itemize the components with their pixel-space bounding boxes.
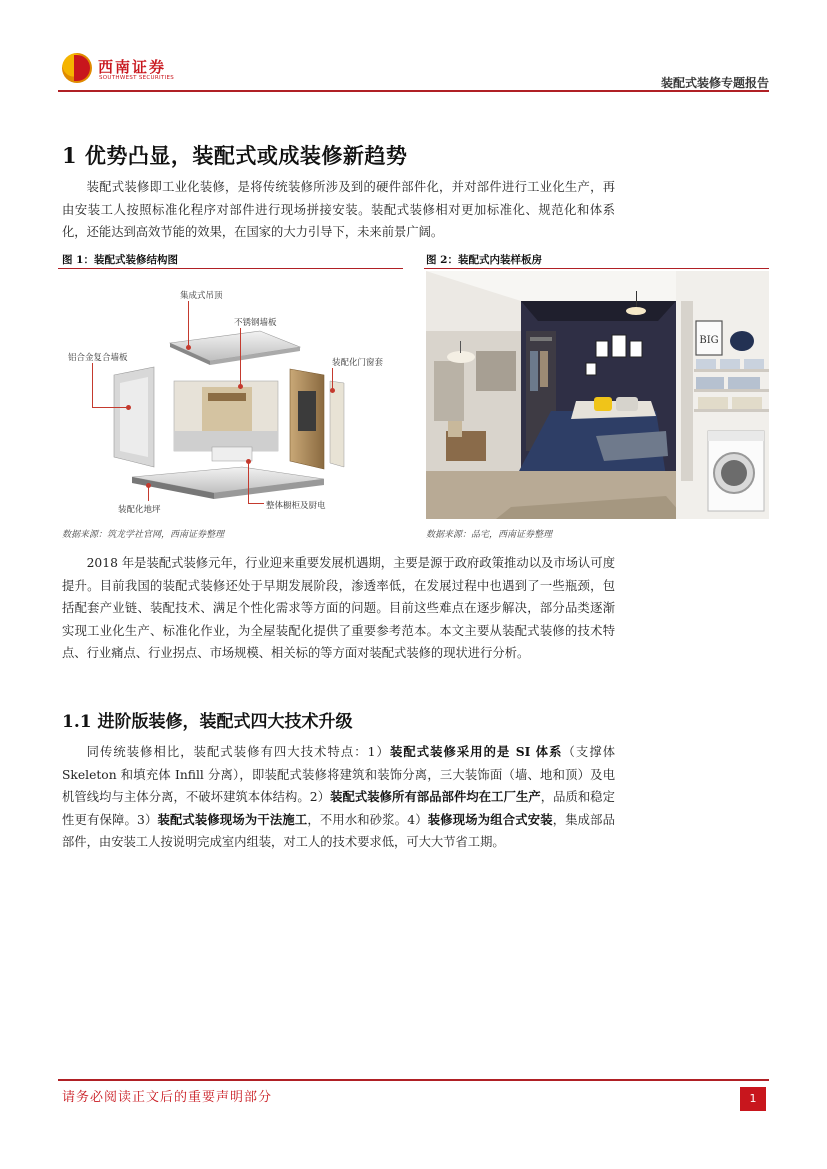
footer-divider (58, 1079, 769, 1081)
figure2-rule (424, 268, 769, 269)
tech-text: 同传统装修相比，装配式装修有四大技术特点：1）装配式装修采用的是 SI 体系（支撑体 Skeleton 和填充体 Infill 分离），即装配式装修将建筑和装饰分离，三大装饰面（墙、地和顶）及电机管线均与主体分离，不破坏建筑本体结构。2）装配式装修所有部品部件均在工厂生产，品质和稳定性更有保障。3）装配式装修现场为干法施工，不用水和砂浆。4）装修现场为组合式安装，集成部品部件，由安装工人按说明完成室内组装，对工人的技术要求低，可大大节省工期。 (62, 744, 615, 850)
figure1-source: 数据来源：筑龙学社官网，西南证券整理 (62, 530, 225, 540)
figure1-title: 图 1：装配式装修结构图 (62, 254, 178, 266)
figure1-diagram (62, 271, 402, 519)
disclaimer-notice: 请务必阅读正文后的重要声明部分 (62, 1090, 273, 1105)
intro-text: 装配式装修即工业化装修，是将传统装修所涉及到的硬件部件化，并对部件进行工业化生产，再由安装工人按照标准化程序对部件进行现场拼接安装。装配式装修相对更加标准化、规范化和体系化，还能达到高效节能的效果，在国家的大力引导下，未来前景广阔。 (62, 180, 615, 240)
intro-paragraph (62, 176, 615, 244)
figure1-rule (58, 268, 403, 269)
label-floor: 装配化地坪 (118, 505, 161, 515)
body-paragraph (62, 552, 615, 665)
company-logo-icon (62, 53, 92, 83)
subsection-heading: 1.1 进阶版装修，装配式四大技术升级 (62, 712, 353, 732)
svg-text:BIG: BIG (699, 335, 719, 346)
tech-paragraph (62, 741, 615, 854)
section-heading: 1 优势凸显，装配式或成装修新趋势 (62, 143, 408, 168)
label-alu-wall: 铝合金复合墙板 (68, 353, 128, 363)
figure2-title: 图 2：装配式内装样板房 (426, 254, 542, 266)
header-divider (58, 90, 769, 92)
assembly-diagram (62, 271, 402, 519)
body-text: 2018 年是装配式装修元年，行业迎来重要发展机遇期，主要是源于政府政策推动以及市场认可度提升。目前我国的装配式装修还处于早期发展阶段，渗透率低，在发展过程中也遇到了一些瓶颈，包括配套产业链、装配技术、满足个性化需求等方面的问题。目前这些难点在逐步解决，部分品类逐渐实现工业化生产、标准化作业，为全屋装配化提供了重要参考范本。本文主要从装配式装修的技术特点、行业痛点、行业拐点、市场规模、相关标的等方面对装配式装修的现状进行分析。 (62, 556, 615, 661)
showroom-photo (426, 271, 769, 519)
label-ceiling: 集成式吊顶 (180, 291, 223, 301)
report-title: 装配式装修专题报告 (660, 76, 769, 90)
logo-name-en: SOUTHWEST SECURITIES (99, 75, 175, 81)
label-door-window: 装配化门窗套 (332, 358, 384, 368)
figure2-photo (426, 271, 769, 519)
figure2-source: 数据来源：品宅，西南证券整理 (426, 530, 553, 540)
floor-panel (132, 467, 324, 493)
label-cabinet: 整体橱柜及厨电 (266, 501, 326, 511)
label-steel-wall: 不锈钢墙板 (234, 318, 277, 328)
logo-name-cn: 西南证券 (98, 58, 167, 76)
page-number: 1 (740, 1087, 766, 1111)
